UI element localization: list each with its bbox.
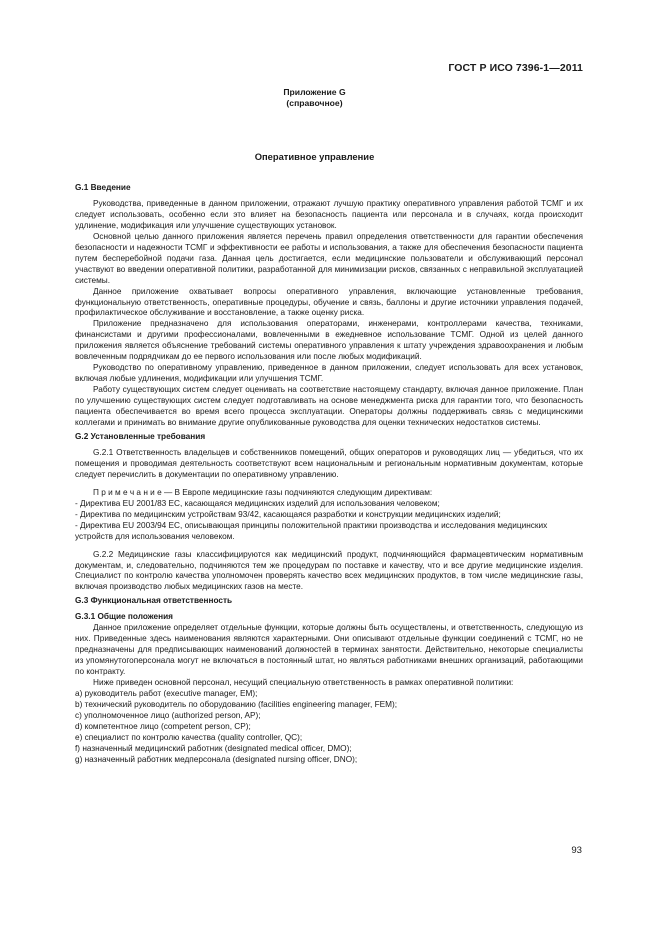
- document-body: [75, 183, 583, 766]
- note-item-1: - Директива EU 2001/83 EC, касающаяся медицинских изделий для использования человеком;: [75, 498, 440, 508]
- personnel-list: [75, 689, 583, 766]
- g3-1-paragraph-1: Данное приложение определяет отдельные функции, которые должны быть осуществлены, и ответственность, следующую из них. Приведенные здесь наименования являются характерными. Они описывают отдельные функции соединений с ТСМГ, но не предназначены для предписывающих наименований должностей в терминах занятости. Действительно, некоторые специалисты из упомянутогоперсонала могут не включаться в постоянный штат, но являться работниками внешних организаций, работающими по контракту.: [75, 623, 583, 677]
- g1-paragraph-2: Основной целью данного приложения является перечень правил определения ответственности для гарантии обеспечения безопасности и надежности ТСМГ и эффективности ее работы и использования, а также для обеспечения безопасности пациента путем бесперебойной подачи газа. Данная цель достигается, если медицинские пользователи и обслуживающий персонал участвуют во введении оперативной политики, разработанной для минимизации рисков, связанных с неправильной эксплуатацией системы.: [75, 231, 583, 285]
- list-item: e) специалист по контролю качества (quality controller, QC);: [75, 732, 303, 742]
- section-title: Оперативное управление: [254, 151, 375, 162]
- g1-paragraph-5: Руководство по оперативному управлению, приведенное в данном приложении, следует использовать для всех установок, включая любые удлинения, модификации или улучшения ТСМГ.: [75, 363, 583, 384]
- g1-paragraph-3: Данное приложение охватывает вопросы оперативного управления, включающие установленные требования, функциональную ответственность, оперативные процедуры, обучение и связь, баллоны и другие источники управления подачей, профилактическое обслуживание и восстановление, а также оценку риска.: [75, 286, 583, 318]
- g2-2-paragraph: G.2.2 Медицинские газы классифицируются как медицинский продукт, подчиняющийся фармацевтическим нормативным документам, и, следовательно, подчиняются тем же процедурам по поставке и качеству, что и все другие медицинские изделия. Специалист по контролю качества уполномочен проверять качество всех медицинских продуктов, в том числе медицинские газы, включая производство любых медицинских газов на месте.: [75, 549, 583, 592]
- list-item: a) руководитель работ (executive manager, EM);: [75, 688, 258, 698]
- g1-paragraph-6: Работу существующих систем следует оценивать на соответствие настоящему стандарту, включая данное приложение. План по улучшению существующих систем следует подготавливать на основе менеджмента риска для гарантии того, что безопасность пациента обеспечивается во время всего процесса эксплуатации. Операторы должны поддерживать связь с медицинскими коллегами и принимать во внимание другие опубликованные руководства для оценки технических недостатков системы.: [75, 385, 583, 428]
- heading-g2: G.2 Установленные требования: [75, 431, 206, 441]
- list-item: b) технический руководитель по оборудованию (facilities engineering manager, FEM);: [75, 699, 398, 709]
- g2-1-paragraph: G.2.1 Ответственность владельцев и собственников помещений, общих операторов и руководящих лиц — убедиться, что их помещения и проводимая деятельность соответствуют всем национальным и региональным нормативным документам, которые следует перечислить в документации по оперативному управлению.: [75, 447, 583, 479]
- note-lead: П р и м е ч а н и е — В Европе медицинские газы подчиняются следующим директивам:: [93, 487, 433, 497]
- list-item: d) компетентное лицо (competent person, CP);: [75, 721, 251, 731]
- list-item: g) назначенный работник медперсонала (designated nursing officer, DNO);: [75, 754, 358, 764]
- list-item: c) уполномоченное лицо (authorized person, AP);: [75, 710, 261, 720]
- directive-note: [75, 488, 583, 543]
- heading-g3-1: G.3.1 Общие положения: [75, 612, 173, 622]
- page-number: 93: [571, 845, 582, 856]
- heading-g3: G.3 Функциональная ответственность: [75, 596, 233, 606]
- heading-g1: G.1 Введение: [75, 183, 131, 192]
- annex-title: Приложение G: [283, 87, 346, 97]
- note-item-3: - Директива EU 2003/94 EC, описывающая принципы положительной практики производства и исследования медицинских устройств для использования человеком.: [75, 520, 548, 541]
- g1-paragraph-1: Руководства, приведенные в данном приложении, отражают лучшую практику оперативного управления работой ТСМГ и их следует использовать, особенно если это влияет на безопасность пациента или персонала и в случаях, когда происходит удлинение, модификация или улучшение существующих установок.: [75, 198, 583, 230]
- g1-paragraph-4: Приложение предназначено для использования операторами, инженерами, контроллерами качества, техниками, финансистами и другими профессионалами, вовлеченными в ежедневное использование ТСМГ. Одной из целей данного приложения является объяснение требований системы оперативного управления к штату учреждения здравоохранения и любым вовлеченным подрядчикам до ее первого использования или после любых модификаций.: [75, 319, 583, 362]
- note-item-2: - Директива по медицинским устройствам 93/42, касающаяся разработки и конструкции медицинских изделий;: [75, 509, 501, 519]
- annex-heading: [0, 87, 629, 109]
- g3-1-paragraph-2: Ниже приведен основной персонал, несущий специальную ответственность в рамках оперативной политики:: [93, 678, 514, 688]
- list-item: f) назначенный медицинский работник (designated medical officer, DMO);: [75, 743, 352, 753]
- annex-subtitle: (справочное): [286, 98, 343, 108]
- standard-identifier: ГОСТ Р ИСО 7396-1—2011: [448, 62, 583, 74]
